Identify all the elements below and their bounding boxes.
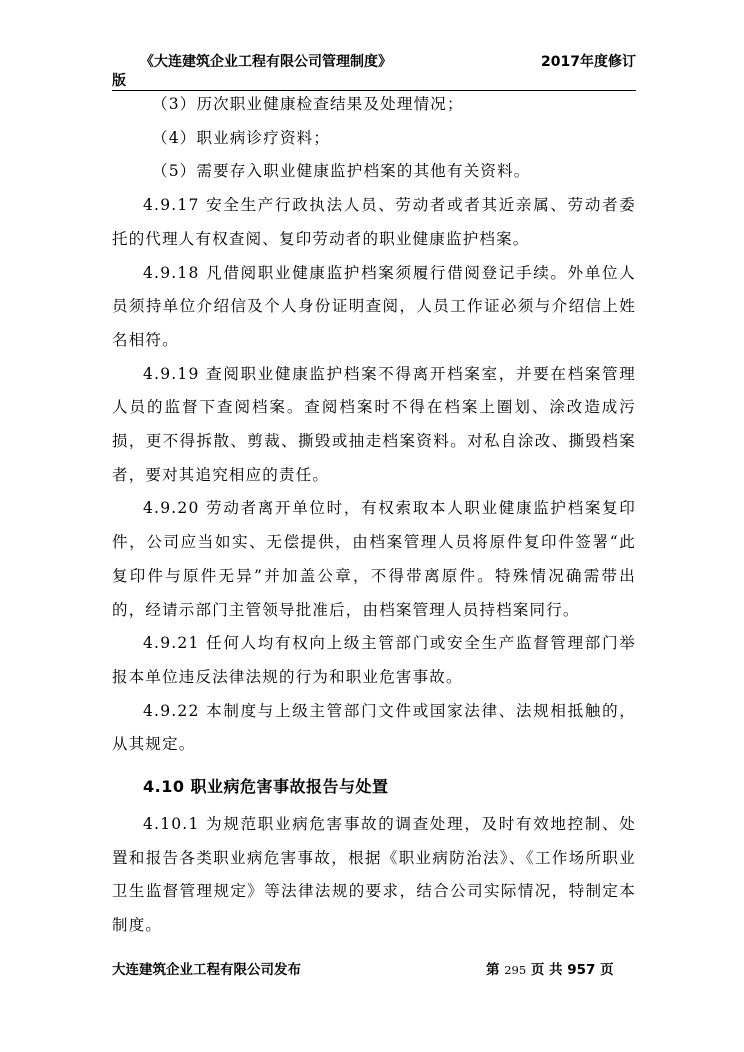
footer-publisher: 大连建筑企业工程有限公司发布 <box>112 962 301 978</box>
revision-version-label: 版 <box>112 73 126 89</box>
page-prefix: 第 <box>486 962 500 978</box>
document-title: 《大连建筑企业工程有限公司管理制度》 <box>140 54 392 70</box>
paragraph-4-9-21: 4.9.21 任何人均有权向上级主管部门或安全生产监督管理部门举报本单位违反法律法规的行为和职业危害事故。 <box>112 634 636 686</box>
current-page-number: 295 <box>504 963 527 977</box>
paragraph-4-9-20: 4.9.20 劳动者离开单位时，有权索取本人职业健康监护档案复印件，公司应当如实、无偿提供，由档案管理人员将原件复印件签署“此复印件与原件无异”并加盖公章，不得带离原件。特殊情况确需带出的，经请示部门主管领导批准后，由档案管理人员持档案同行。 <box>112 499 636 619</box>
revision-year-label: 2017年度修订 <box>541 54 636 70</box>
section-heading: 4.10 职业病危害事故报告与处置 <box>143 777 389 797</box>
page-suffix: 页 <box>600 962 614 978</box>
page-footer <box>112 960 636 982</box>
paragraph-4-9-22: 4.9.22 本制度与上级主管部门文件或国家法律、法规相抵触的，从其规定。 <box>112 701 636 754</box>
total-pages: 957 <box>567 962 596 978</box>
list-item: （3）历次职业健康检查结果及处理情况； <box>152 95 464 113</box>
page-number-indicator <box>486 960 614 980</box>
page-header <box>112 52 636 92</box>
document-body <box>112 88 636 943</box>
paragraph-4-9-18: 4.9.18 凡借阅职业健康监护档案须履行借阅登记手续。外单位人员须持单位介绍信及个人身份证明查阅，人员工作证必须与介绍信上姓名相符。 <box>112 263 636 349</box>
paragraph-4-9-17: 4.9.17 安全生产行政执法人员、劳动者或者其近亲属、劳动者委托的代理人有权查阅、复印劳动者的职业健康监护档案。 <box>112 196 636 248</box>
list-item: （5）需要存入职业健康监护档案的其他有关资料。 <box>152 162 531 181</box>
page-mid: 页 共 <box>530 962 563 978</box>
list-item: （4）职业病诊疗资料； <box>152 128 331 147</box>
paragraph-4-9-19: 4.9.19 查阅职业健康监护档案不得离开档案室，并要在档案管理人员的监督下查阅档案。查阅档案时不得在档案上圈划、涂改造成污损，更不得拆散、剪裁、撕毁或抽走档案资料。对私自涂改、撕毁档案者，要对其追究相应的责任。 <box>112 364 636 484</box>
paragraph-4-10-1: 4.10.1 为规范职业病危害事故的调查处理，及时有效地控制、处置和报告各类职业病危害事故，根据《职业病防治法》、《工作场所职业卫生监督管理规定》等法律法规的要求，结合公司实际情况，特制定本制度。 <box>112 815 636 935</box>
